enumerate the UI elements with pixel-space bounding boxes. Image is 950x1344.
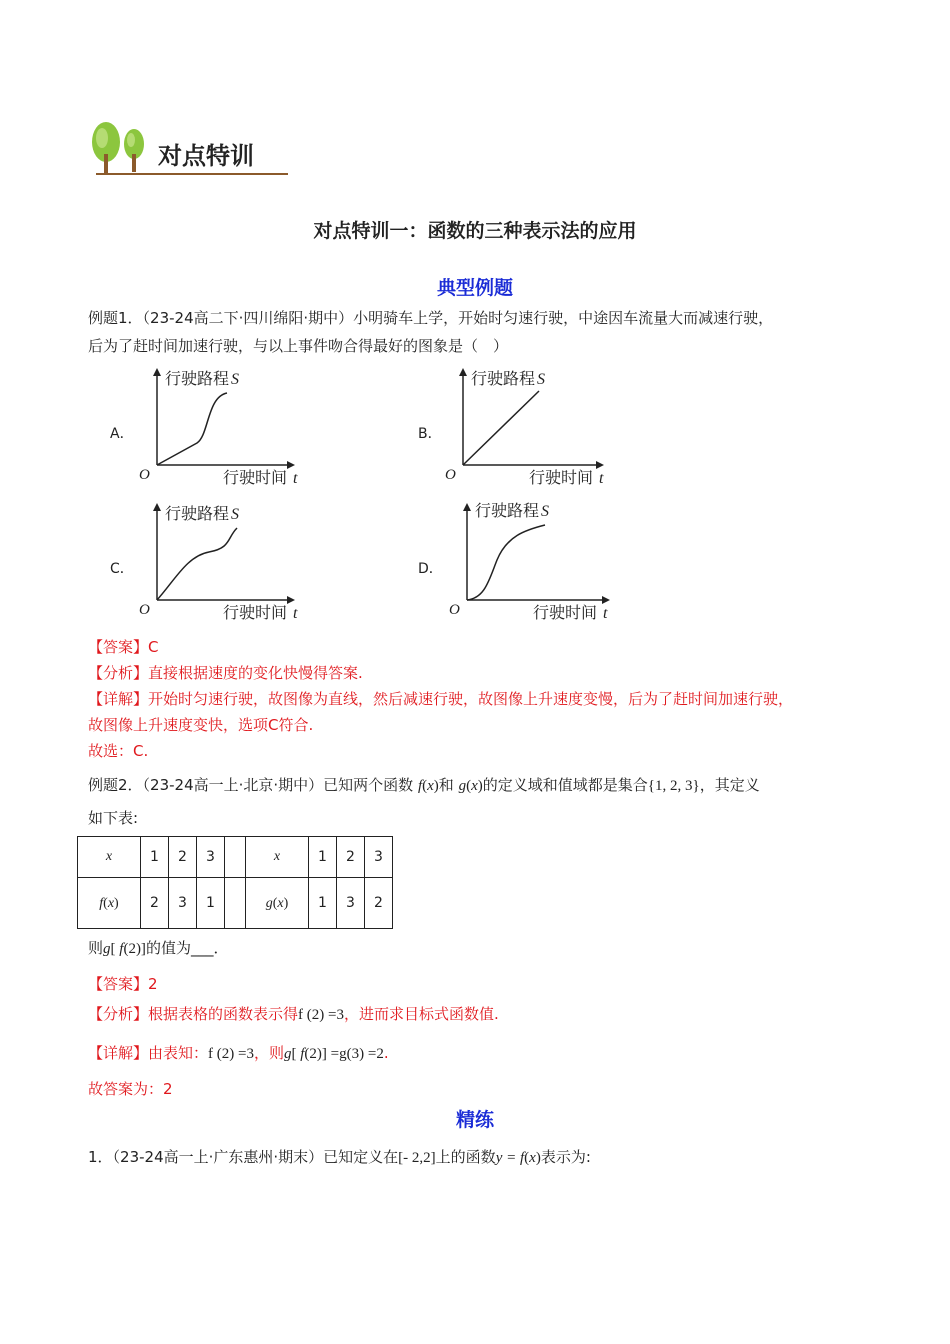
example1-detail2: 故图像上升速度变快，选项C符合. xyxy=(88,716,314,734)
banner xyxy=(88,118,293,180)
example1-answer: 【答案】C xyxy=(88,638,159,656)
function-table: x 1 2 3 x 1 2 3 f(x) 2 3 1 g(x) 1 3 2 xyxy=(77,836,393,929)
option-b-xvar: t xyxy=(599,470,604,487)
option-c-graph xyxy=(135,500,315,625)
option-d-ylabel: 行驶路程 xyxy=(475,501,540,520)
option-d-yvar: S xyxy=(541,503,549,520)
option-d-origin: O xyxy=(449,602,460,618)
example1-conclusion: 故选：C. xyxy=(88,742,149,760)
option-a-label: A． xyxy=(110,426,134,442)
example2-set: 1, 2, 3 xyxy=(654,778,693,794)
table-gx-header: g(x) xyxy=(246,878,309,929)
example1-analysis: 【分析】直接根据速度的变化快慢得答案. xyxy=(88,664,363,682)
option-b-xlabel: 行驶时间 xyxy=(529,468,594,487)
example2-question: 则g[ f(2)]的值为___． xyxy=(88,939,229,957)
practice1-line: 1．（23-24高一上·广东惠州·期末）已知定义在[- 2,2]上的函数y = f(x)表示为: xyxy=(88,1148,591,1166)
example1-line1: 例题1．（23-24高二下·四川绵阳·期中）小明骑车上学，开始时匀速行驶，中途因车流量大而减速行驶， xyxy=(88,309,774,327)
table-x-header-2: x xyxy=(246,837,309,878)
banner-underline xyxy=(96,173,288,175)
option-b-label: B． xyxy=(418,426,442,442)
option-c-label: C． xyxy=(110,561,134,577)
option-d-xvar: t xyxy=(603,605,608,622)
table-x-header: x xyxy=(78,837,141,878)
option-a-origin: O xyxy=(139,467,150,483)
option-c-origin: O xyxy=(139,602,150,618)
example2-detail: 【详解】由表知：f (2) =3，则g[ f(2)] =g(3) =2. xyxy=(88,1044,389,1062)
table-fx-header: f(x) xyxy=(78,878,141,929)
option-a-xlabel: 行驶时间 xyxy=(223,468,288,487)
example2-conclusion: 故答案为：2 xyxy=(88,1080,173,1098)
example2-analysis: 【分析】根据表格的函数表示得f (2) =3，进而求目标式函数值. xyxy=(88,1005,499,1023)
option-a-yvar: S xyxy=(231,371,239,388)
option-b-origin: O xyxy=(445,467,456,483)
example2-line2: 如下表: xyxy=(88,809,139,827)
example2-line1: 例题2．（23-24高一上·北京·期中）已知两个函数 f(x)和 g(x)的定义域和值域都是集合{1, 2, 3}，其定义 xyxy=(88,776,760,794)
banner-title: 对点特训 xyxy=(158,142,254,170)
option-a-graph xyxy=(135,365,315,490)
example2-answer: 【答案】2 xyxy=(88,975,158,993)
option-c-yvar: S xyxy=(231,506,239,523)
option-d-graph xyxy=(445,500,630,625)
typical-header: 典型例题 xyxy=(436,277,513,299)
option-d-xlabel: 行驶时间 xyxy=(533,603,598,622)
example1-line2: 后为了赶时间加速行驶，与以上事件吻合得最好的图象是（ ） xyxy=(88,337,509,355)
option-d-label: D． xyxy=(418,561,443,577)
example1-detail1: 【详解】开始时匀速行驶，故图像为直线，然后减速行驶，故图像上升速度变慢，后为了赶时间加速行驶， xyxy=(88,690,794,708)
option-c-ylabel: 行驶路程 xyxy=(165,504,230,523)
option-a-xvar: t xyxy=(293,470,298,487)
option-a-ylabel: 行驶路程 xyxy=(165,369,230,388)
option-c-xvar: t xyxy=(293,605,298,622)
tree-icon xyxy=(88,118,152,176)
option-c-xlabel: 行驶时间 xyxy=(223,603,288,622)
section-title: 对点特训一：函数的三种表示法的应用 xyxy=(313,220,637,242)
option-b-yvar: S xyxy=(537,371,545,388)
option-b-ylabel: 行驶路程 xyxy=(471,369,536,388)
practice-header: 精练 xyxy=(455,1109,494,1131)
option-b-graph xyxy=(441,365,621,490)
